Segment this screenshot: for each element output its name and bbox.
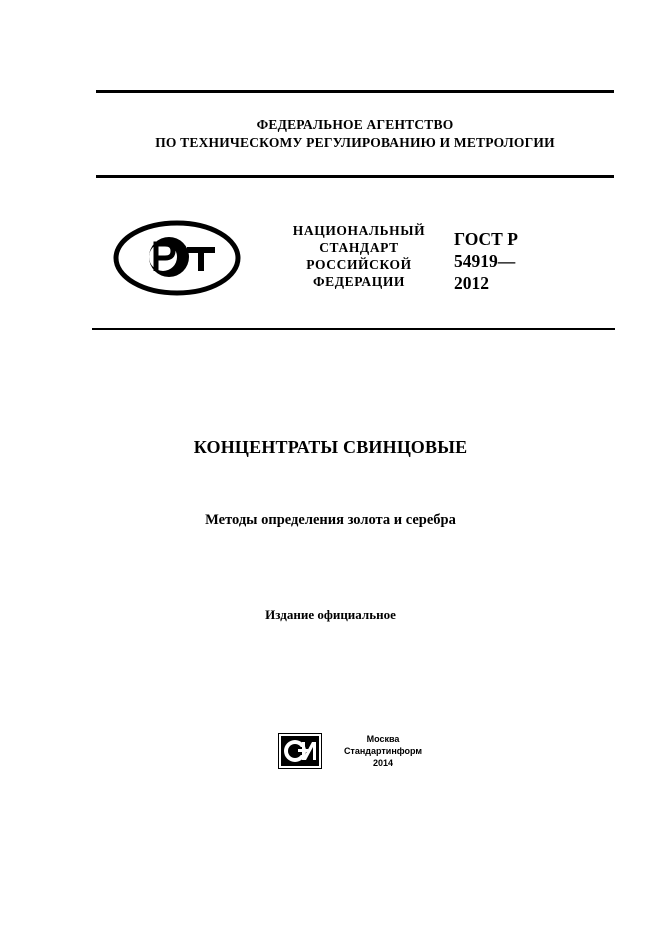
national-standard-label xyxy=(270,222,448,290)
standard-line-2: СТАНДАРТ xyxy=(319,240,399,255)
publisher-city: Москва xyxy=(366,734,400,744)
document-title: КОНЦЕНТРАТЫ СВИНЦОВЫЕ xyxy=(193,437,468,457)
gost-line-2: 54919— xyxy=(454,251,516,271)
top-rule xyxy=(96,90,614,93)
header-bottom-rule xyxy=(92,328,615,330)
gost-line-3: 2012 xyxy=(454,273,489,293)
gost-line-1: ГОСТ Р xyxy=(454,229,518,249)
standard-line-3: РОССИЙСКОЙ xyxy=(306,257,412,272)
standard-line-1: НАЦИОНАЛЬНЫЙ xyxy=(292,223,426,238)
edition-label: Издание официальное xyxy=(265,607,396,622)
agency-header xyxy=(96,116,614,152)
agency-bottom-rule xyxy=(96,175,614,178)
agency-line-2: ПО ТЕХНИЧЕСКОМУ РЕГУЛИРОВАНИЮ И МЕТРОЛОГИИ xyxy=(155,135,555,150)
publisher-year: 2014 xyxy=(372,758,394,768)
publisher-imprint xyxy=(328,733,438,769)
rst-certification-logo xyxy=(113,220,241,296)
agency-line-1: ФЕДЕРАЛЬНОЕ АГЕНТСТВО xyxy=(256,117,454,132)
document-subtitle: Методы определения золота и серебра xyxy=(205,512,456,528)
standartinform-logo xyxy=(278,733,322,769)
gost-designation xyxy=(454,228,518,294)
publisher-name: Стандартинформ xyxy=(343,746,423,756)
standard-line-4: ФЕДЕРАЦИИ xyxy=(312,274,406,289)
